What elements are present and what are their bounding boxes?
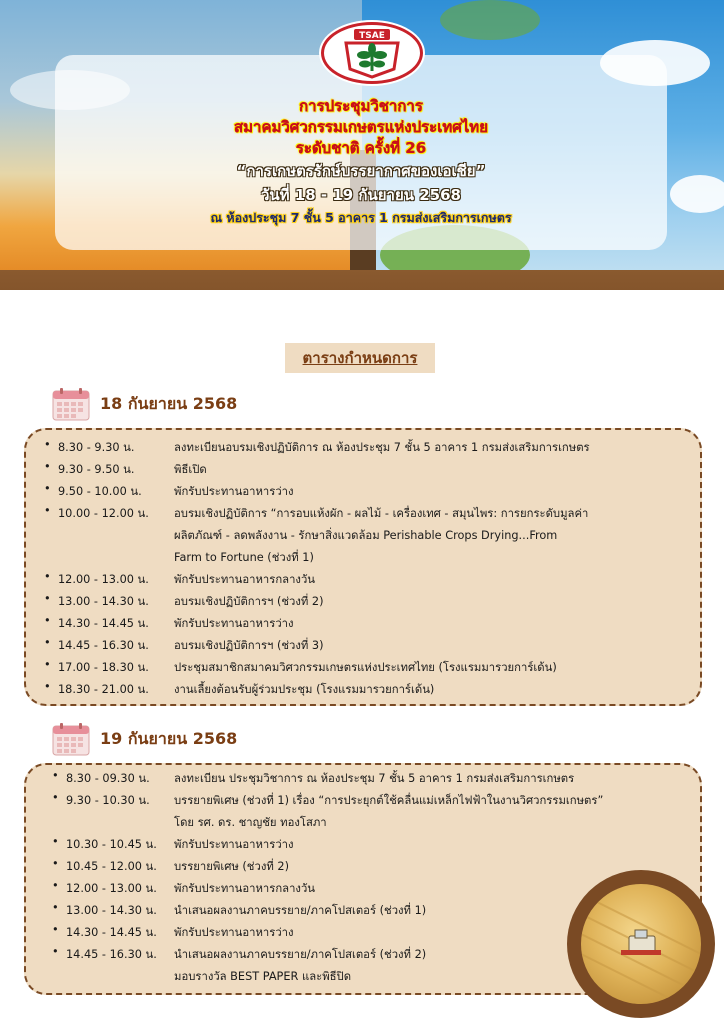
schedule-time: 9.50 - 10.00 น. bbox=[58, 485, 142, 498]
schedule-time: 10.45 - 12.00 น. bbox=[66, 860, 157, 873]
description-line: พักรับประทานอาหารกลางวัน bbox=[174, 573, 316, 586]
description-line: บรรยายพิเศษ (ช่วงที่ 1) เรื่อง “การประยุกต์ใช้คลื่นแม่เหล็กไฟฟ้าในงานวิศวกรรมเกษตร” bbox=[174, 794, 604, 807]
schedule-time: 12.00 - 13.00 น. bbox=[58, 573, 149, 586]
schedule-description bbox=[174, 769, 574, 791]
harvester-photo bbox=[581, 884, 701, 1004]
schedule-time: 14.45 - 16.30 น. bbox=[66, 948, 157, 961]
schedule-description bbox=[174, 658, 557, 680]
schedule-description bbox=[174, 614, 294, 636]
schedule-description bbox=[174, 636, 324, 658]
schedule-time: 14.30 - 14.45 น. bbox=[58, 617, 149, 630]
description-line: ลงทะเบียนอบรมเชิงปฏิบัติการ ณ ห้องประชุม 7 ชั้น 5 อาคาร 1 กรมส่งเสริมการเกษตร bbox=[174, 441, 590, 454]
bullet-icon: • bbox=[44, 482, 51, 495]
schedule-description bbox=[174, 857, 289, 879]
bullet-icon: • bbox=[52, 901, 59, 914]
bullet-icon: • bbox=[44, 680, 51, 693]
schedule-title: ตารางกำหนดการ bbox=[285, 343, 435, 373]
description-line: ลงทะเบียน ประชุมวิชาการ ณ ห้องประชุม 7 ชั้น 5 อาคาร 1 กรมส่งเสริมการเกษตร bbox=[174, 772, 575, 785]
bullet-icon: • bbox=[44, 636, 51, 649]
title-line-3: ระดับชาติ ครั้งที่ 26 bbox=[295, 139, 427, 157]
event-title-block bbox=[55, 96, 667, 229]
description-line: นำเสนอผลงานภาคบรรยาย/ภาคโปสเตอร์ (ช่วงที่ 1) bbox=[174, 904, 427, 917]
schedule-time: 8.30 - 9.30 น. bbox=[58, 441, 135, 454]
schedule-description bbox=[174, 879, 315, 901]
event-venue: ณ ห้องประชุม 7 ชั้น 5 อาคาร 1 กรมส่งเสริมการเกษตร bbox=[210, 210, 512, 225]
schedule-description bbox=[174, 923, 294, 945]
tree-foliage bbox=[440, 0, 540, 40]
bullet-icon: • bbox=[52, 879, 59, 892]
schedule-time: 9.30 - 9.50 น. bbox=[58, 463, 135, 476]
description-line: มอบรางวัล BEST PAPER และพิธีปิด bbox=[174, 970, 352, 983]
schedule-description bbox=[174, 945, 426, 989]
description-line: ผลิตภัณฑ์ - ลดพลังงาน - รักษาสิ่งแวดล้อม Perishable Crops Drying...From bbox=[174, 529, 558, 542]
bullet-icon: • bbox=[44, 592, 51, 605]
description-line: พักรับประทานอาหารว่าง bbox=[174, 838, 294, 851]
schedule-description bbox=[174, 570, 315, 592]
description-line: พิธีเปิด bbox=[174, 463, 207, 476]
schedule-description bbox=[174, 680, 434, 702]
schedule-description bbox=[174, 901, 426, 923]
logo-emblem-icon bbox=[324, 25, 420, 81]
description-line: อบรมเชิงปฏิบัติการฯ (ช่วงที่ 3) bbox=[174, 639, 324, 652]
description-line: ประชุมสมาชิกสมาคมวิศวกรรมเกษตรแห่งประเทศไทย (โรงแรมมารวยการ์เด้น) bbox=[174, 661, 557, 674]
schedule-box-day-1 bbox=[24, 428, 702, 706]
schedule-description bbox=[174, 835, 294, 857]
calendar-icon bbox=[52, 387, 90, 421]
bullet-icon: • bbox=[44, 460, 51, 473]
bullet-icon: • bbox=[52, 923, 59, 936]
bullet-icon: • bbox=[44, 438, 51, 451]
bullet-icon: • bbox=[52, 857, 59, 870]
schedule-description bbox=[174, 482, 294, 504]
day-label: 19 กันยายน 2568 bbox=[100, 728, 238, 748]
title-line-2: สมาคมวิศวกรรมเกษตรแห่งประเทศไทย bbox=[233, 118, 488, 136]
description-line: พักรับประทานอาหารว่าง bbox=[174, 926, 294, 939]
schedule-time: 8.30 - 09.30 น. bbox=[66, 772, 150, 785]
schedule-time: 17.00 - 18.30 น. bbox=[58, 661, 149, 674]
schedule-description bbox=[174, 504, 588, 570]
schedule-description bbox=[174, 460, 207, 482]
description-line: บรรยายพิเศษ (ช่วงที่ 2) bbox=[174, 860, 289, 873]
bullet-icon: • bbox=[44, 614, 51, 627]
schedule-time: 14.45 - 16.30 น. bbox=[58, 639, 149, 652]
description-line: อบรมเชิงปฏิบัติการฯ (ช่วงที่ 2) bbox=[174, 595, 324, 608]
event-date: วันที่ 18 - 19 กันยายน 2568 bbox=[261, 186, 461, 204]
schedule-description bbox=[174, 791, 603, 835]
schedule-time: 10.30 - 10.45 น. bbox=[66, 838, 157, 851]
schedule-description bbox=[174, 438, 590, 460]
description-line: นำเสนอผลงานภาคบรรยาย/ภาคโปสเตอร์ (ช่วงที่ 2) bbox=[174, 948, 427, 961]
schedule-time: 13.00 - 14.30 น. bbox=[66, 904, 157, 917]
schedule-time: 12.00 - 13.00 น. bbox=[66, 882, 157, 895]
harvest-photo-frame bbox=[567, 870, 715, 1018]
bullet-icon: • bbox=[52, 769, 59, 782]
bullet-icon: • bbox=[44, 504, 51, 517]
schedule-time: 10.00 - 12.00 น. bbox=[58, 507, 149, 520]
bullet-icon: • bbox=[52, 945, 59, 958]
bullet-icon: • bbox=[44, 658, 51, 671]
event-theme: “การเกษตรรักษ์บรรยากาศของเอเชีย” bbox=[236, 162, 486, 180]
logo-text: TSAE bbox=[359, 31, 385, 41]
bullet-icon: • bbox=[44, 570, 51, 583]
day-heading-1 bbox=[52, 386, 237, 422]
schedule-time: 18.30 - 21.00 น. bbox=[58, 683, 149, 696]
description-line: โดย รศ. ดร. ชาญชัย ทองโสภา bbox=[174, 816, 327, 829]
description-line: อบรมเชิงปฏิบัติการ “การอบแห้งผัก - ผลไม้ - เครื่องเทศ - สมุนไพร: การยกระดับมูลค่า bbox=[174, 507, 589, 520]
title-line-1: การประชุมวิชาการ bbox=[299, 97, 423, 115]
tsae-logo bbox=[321, 22, 423, 84]
description-line: พักรับประทานอาหารว่าง bbox=[174, 617, 294, 630]
description-line: พักรับประทานอาหารว่าง bbox=[174, 485, 294, 498]
schedule-description bbox=[174, 592, 324, 614]
calendar-icon bbox=[52, 722, 90, 756]
description-line: พักรับประทานอาหารกลางวัน bbox=[174, 882, 316, 895]
day-heading-2 bbox=[52, 721, 237, 757]
cloud bbox=[670, 175, 724, 213]
description-line: งานเลี้ยงต้อนรับผู้ร่วมประชุม (โรงแรมมารวยการ์เด้น) bbox=[174, 683, 435, 696]
hero-banner bbox=[0, 0, 724, 290]
description-line: Farm to Fortune (ช่วงที่ 1) bbox=[174, 551, 314, 564]
schedule-time: 14.30 - 14.45 น. bbox=[66, 926, 157, 939]
day-label: 18 กันยายน 2568 bbox=[100, 393, 238, 413]
bullet-icon: • bbox=[52, 791, 59, 804]
soil-strip bbox=[0, 270, 724, 290]
schedule-time: 9.30 - 10.30 น. bbox=[66, 794, 150, 807]
schedule-time: 13.00 - 14.30 น. bbox=[58, 595, 149, 608]
bullet-icon: • bbox=[52, 835, 59, 848]
